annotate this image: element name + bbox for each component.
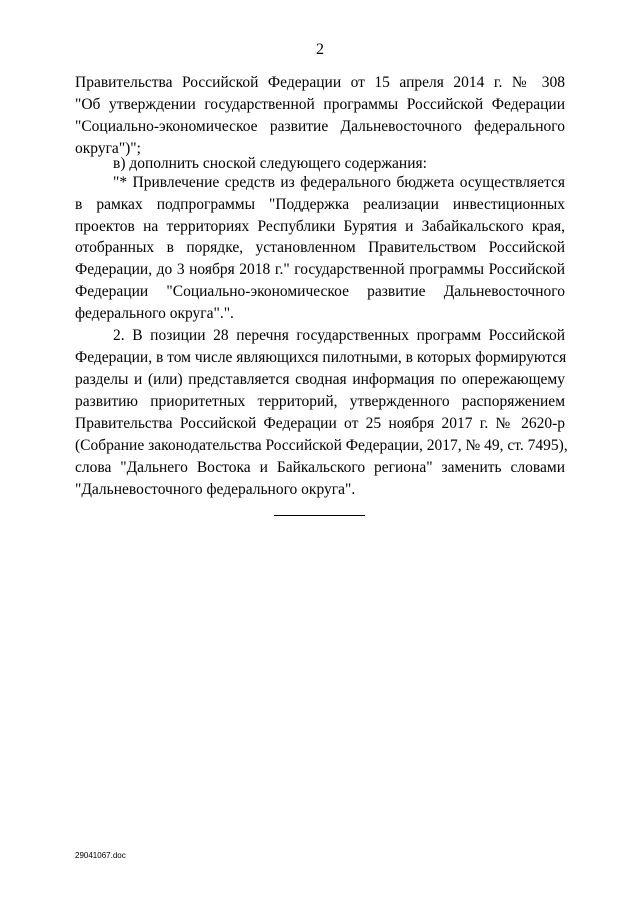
text-line: разделы и (или) представляется сводная информация по опережающему xyxy=(75,371,565,388)
text-line: "Социально-экономическое развитие Дальневосточного федерального xyxy=(75,118,565,135)
end-divider xyxy=(274,515,365,516)
page-number: 2 xyxy=(316,41,324,58)
document-code: 29041067.doc xyxy=(75,851,126,860)
text-line: Федерации, до 3 ноября 2018 г." государственной программы Российской xyxy=(75,261,565,278)
text-line: федерального округа".". xyxy=(75,305,234,322)
text-line: проектов на территориях Республики Бурятия и Забайкальского края, xyxy=(75,218,565,235)
text-line: Федерации "Социально-экономическое развитие Дальневосточного xyxy=(75,283,565,300)
text-line: "Дальневосточного федерального округа". xyxy=(75,481,356,498)
text-line: (Собрание законодательства Российской Федерации, 2017, № 49, ст. 7495), xyxy=(75,437,568,454)
text-line: в) дополнить сноской следующего содержания: xyxy=(113,155,427,172)
text-line: Правительства Российской Федерации от 15 апреля 2014 г. № 308 xyxy=(75,74,565,91)
text-line: "Об утверждении государственной программы Российской Федерации xyxy=(75,96,565,113)
text-line: "* Привлечение средств из федерального бюджета осуществляется xyxy=(113,174,565,191)
text-line: в рамках подпрограммы "Поддержка реализации инвестиционных xyxy=(75,196,565,213)
text-line: развитию приоритетных территорий, утвержденного распоряжением xyxy=(75,393,565,410)
text-line: Федерации, в том числе являющихся пилотными, в которых формируются xyxy=(75,349,567,366)
text-line: округа")"; xyxy=(75,140,141,157)
text-line: слова "Дальнего Востока и Байкальского региона" заменить словами xyxy=(75,459,565,476)
text-line: 2. В позиции 28 перечня государственных программ Российской xyxy=(113,327,565,344)
text-line: Правительства Российской Федерации от 25 ноября 2017 г. № 2620-р xyxy=(75,415,565,432)
text-line: отобранных в порядке, установленном Правительством Российской xyxy=(75,239,565,256)
